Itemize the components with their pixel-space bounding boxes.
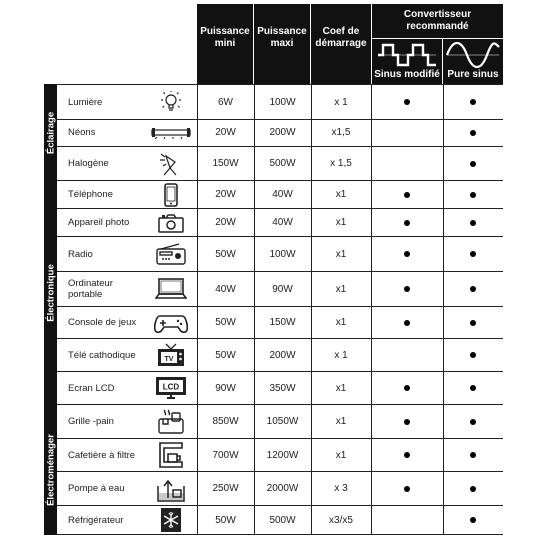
appliance-name: Appareil photo xyxy=(68,217,130,228)
pure-sinus-cell xyxy=(443,439,503,471)
puissance-maxi-value: 200W xyxy=(254,119,312,146)
sinus-modifie-cell xyxy=(371,147,444,180)
puissance-mini-value: 850W xyxy=(197,405,255,438)
recommended-dot xyxy=(404,192,410,198)
appliance-name: Lumière xyxy=(68,96,103,108)
coef-demarrage-value: x1 xyxy=(311,372,372,404)
puissance-maxi-value: 2000W xyxy=(254,472,312,505)
puissance-mini-value: 700W xyxy=(197,439,255,471)
header-puissance-mini xyxy=(197,4,253,84)
category-eclairage xyxy=(44,84,57,181)
puissance-maxi-value: 40W xyxy=(254,209,312,236)
recommended-dot xyxy=(404,251,410,257)
header-sinus-modifie-label: Sinus modifié xyxy=(374,69,440,80)
appliance-icon-cell xyxy=(144,372,198,404)
water-pump-icon xyxy=(156,476,186,502)
recommended-dot xyxy=(404,99,410,105)
laptop-icon xyxy=(155,278,187,300)
recommended-dot xyxy=(404,486,410,492)
coef-demarrage-value: x 3 xyxy=(311,472,372,505)
puissance-mini-value: 90W xyxy=(197,372,255,404)
header-coef-demarrage xyxy=(311,4,371,84)
coef-demarrage-value: x1 xyxy=(311,439,372,471)
puissance-maxi-value: 1200W xyxy=(254,439,312,471)
puissance-mini-value: 20W xyxy=(197,119,255,146)
crt-tv-icon xyxy=(157,343,185,367)
header-puissance-mini-label: Puissance mini xyxy=(200,26,250,49)
appliance-icon-cell xyxy=(144,119,198,146)
pure-sinus-cell xyxy=(443,209,503,236)
svg-text:LCD: LCD xyxy=(162,382,179,392)
appliance-icon-cell xyxy=(144,439,198,471)
appliance-name: Téléphone xyxy=(68,189,113,200)
sinus-modifie-cell xyxy=(371,209,444,236)
puissance-maxi-value: 100W xyxy=(254,85,312,119)
puissance-maxi-value: 100W xyxy=(254,237,312,271)
appliance-name: Console de jeux xyxy=(68,317,137,328)
category-electronique-label: Électronique xyxy=(45,264,56,322)
pure-sinus-cell xyxy=(443,181,503,208)
appliance-name: Grille -pain xyxy=(68,416,114,427)
coef-demarrage-value: x1 xyxy=(311,307,372,338)
table-row xyxy=(57,307,503,339)
sinus-modifie-cell xyxy=(371,372,444,404)
appliance-name: Réfrigérateur xyxy=(68,514,124,526)
pure-sinus-cell xyxy=(443,272,503,306)
puissance-mini-value: 20W xyxy=(197,209,255,236)
recommended-dot xyxy=(470,385,476,391)
puissance-maxi-value: 500W xyxy=(254,506,312,534)
appliance-icon-cell xyxy=(144,181,198,208)
recommended-dot xyxy=(470,320,476,326)
recommended-dot xyxy=(470,352,476,358)
appliance-name: Ecran LCD xyxy=(68,382,115,394)
pure-sinus-cell xyxy=(443,307,503,338)
appliance-name: Cafetière à filtre xyxy=(68,449,136,461)
snowflake-icon xyxy=(160,507,182,533)
header-pure-sinus xyxy=(443,39,503,84)
puissance-maxi-value: 40W xyxy=(254,181,312,208)
appliance-icon-cell xyxy=(144,339,198,371)
svg-text:TV: TV xyxy=(164,356,173,363)
recommended-dot xyxy=(404,220,410,226)
recommended-dot xyxy=(470,286,476,292)
appliance-icon-cell xyxy=(144,272,198,306)
table-row xyxy=(57,372,503,405)
pure-sinus-cell xyxy=(443,147,503,180)
puissance-mini-value: 150W xyxy=(197,147,255,180)
table-row xyxy=(57,272,503,307)
category-electromenager xyxy=(44,405,57,535)
puissance-mini-value: 50W xyxy=(197,237,255,271)
puissance-mini-value: 40W xyxy=(197,272,255,306)
puissance-maxi-value: 200W xyxy=(254,339,312,371)
toaster-icon xyxy=(157,409,185,435)
sinus-modifie-cell xyxy=(371,237,444,271)
table-row xyxy=(57,119,503,147)
camera-icon xyxy=(158,213,184,233)
coef-demarrage-value: x3/x5 xyxy=(311,506,372,534)
recommended-dot xyxy=(404,385,410,391)
recommended-dot xyxy=(470,161,476,167)
recommended-dot xyxy=(470,130,476,136)
recommended-dot xyxy=(404,286,410,292)
puissance-mini-value: 50W xyxy=(197,339,255,371)
header-pure-sinus-label: Pure sinus xyxy=(447,69,499,80)
coef-demarrage-value: x 1,5 xyxy=(311,147,372,180)
header-convertisseur xyxy=(372,4,503,38)
puissance-mini-value: 250W xyxy=(197,472,255,505)
recommended-dot xyxy=(470,192,476,198)
table-row xyxy=(57,472,503,506)
modified-sine-wave-icon xyxy=(376,41,438,69)
table-row xyxy=(57,405,503,439)
sinus-modifie-cell xyxy=(371,472,444,505)
recommended-dot xyxy=(470,419,476,425)
appliance-name: Radio xyxy=(68,248,93,260)
appliance-name: Halogène xyxy=(68,158,109,169)
header-puissance-maxi xyxy=(254,4,310,84)
appliance-icon-cell xyxy=(144,307,198,338)
sinus-modifie-cell xyxy=(371,119,444,146)
category-eclairage-label: Éclairage xyxy=(45,111,56,154)
appliance-icon-cell xyxy=(144,506,198,534)
pure-sinus-cell xyxy=(443,85,503,119)
recommended-dot xyxy=(404,452,410,458)
phone-icon xyxy=(163,183,179,207)
header-convertisseur-label: Convertisseur recommandé xyxy=(403,9,472,32)
coffee-maker-icon xyxy=(158,442,184,468)
appliance-icon-cell xyxy=(144,209,198,236)
pure-sinus-cell xyxy=(443,119,503,146)
appliance-name: Néons xyxy=(68,127,96,138)
sinus-modifie-cell xyxy=(371,506,444,534)
appliance-name: Ordinateur portable xyxy=(68,278,113,300)
sinus-modifie-cell xyxy=(371,339,444,371)
coef-demarrage-value: x1 xyxy=(311,209,372,236)
sinus-modifie-cell xyxy=(371,272,444,306)
category-electromenager-label: Électroménager xyxy=(45,434,56,506)
puissance-mini-value: 6W xyxy=(197,85,255,119)
coef-demarrage-value: x 1 xyxy=(311,339,372,371)
coef-demarrage-value: x1 xyxy=(311,405,372,438)
table-row xyxy=(57,147,503,181)
recommended-dot xyxy=(404,320,410,326)
puissance-maxi-value: 350W xyxy=(254,372,312,404)
sinus-modifie-cell xyxy=(371,439,444,471)
puissance-maxi-value: 90W xyxy=(254,272,312,306)
appliance-icon-cell xyxy=(144,147,198,180)
sinus-modifie-cell xyxy=(371,181,444,208)
coef-demarrage-value: x1 xyxy=(311,272,372,306)
appliance-name: Pompe à eau xyxy=(68,483,125,494)
coef-demarrage-value: x1,5 xyxy=(311,119,372,146)
pure-sinus-cell xyxy=(443,472,503,505)
appliance-icon-cell xyxy=(144,85,198,119)
recommended-dot xyxy=(470,486,476,492)
light-bulb-icon xyxy=(158,90,184,114)
sinus-modifie-cell xyxy=(371,307,444,338)
pure-sinus-cell xyxy=(443,506,503,534)
sinus-modifie-cell xyxy=(371,405,444,438)
pure-sine-wave-icon xyxy=(445,41,501,69)
lcd-screen-icon xyxy=(155,376,187,400)
appliance-icon-cell xyxy=(144,237,198,271)
pure-sinus-cell xyxy=(443,372,503,404)
recommended-dot xyxy=(470,452,476,458)
table-row xyxy=(57,506,503,535)
category-electronique xyxy=(44,181,57,405)
sinus-modifie-cell xyxy=(371,85,444,119)
header-coef-label: Coef de démarrage xyxy=(315,26,367,49)
table-row xyxy=(57,439,503,472)
puissance-maxi-value: 500W xyxy=(254,147,312,180)
recommended-dot xyxy=(470,99,476,105)
pure-sinus-cell xyxy=(443,405,503,438)
puissance-mini-value: 20W xyxy=(197,181,255,208)
gamepad-icon xyxy=(154,313,188,333)
table-row xyxy=(57,84,503,120)
header-puissance-maxi-label: Puissance maxi xyxy=(257,26,307,49)
neon-tube-icon xyxy=(151,127,191,139)
puissance-maxi-value: 150W xyxy=(254,307,312,338)
appliance-icon-cell xyxy=(144,472,198,505)
table-row xyxy=(57,209,503,237)
recommended-dot xyxy=(470,251,476,257)
coef-demarrage-value: x 1 xyxy=(311,85,372,119)
halogen-lamp-icon xyxy=(158,152,184,176)
table-row xyxy=(57,237,503,272)
appliance-icon-cell xyxy=(144,405,198,438)
header-sinus-modifie xyxy=(372,39,442,84)
pure-sinus-cell xyxy=(443,237,503,271)
coef-demarrage-value: x1 xyxy=(311,237,372,271)
radio-icon xyxy=(156,243,186,265)
table-row xyxy=(57,339,503,372)
recommended-dot xyxy=(470,517,476,523)
recommended-dot xyxy=(404,419,410,425)
coef-demarrage-value: x1 xyxy=(311,181,372,208)
puissance-mini-value: 50W xyxy=(197,307,255,338)
table-row xyxy=(57,181,503,209)
recommended-dot xyxy=(470,220,476,226)
puissance-maxi-value: 1050W xyxy=(254,405,312,438)
appliance-name: Télé cathodique xyxy=(68,349,136,361)
puissance-mini-value: 50W xyxy=(197,506,255,534)
pure-sinus-cell xyxy=(443,339,503,371)
